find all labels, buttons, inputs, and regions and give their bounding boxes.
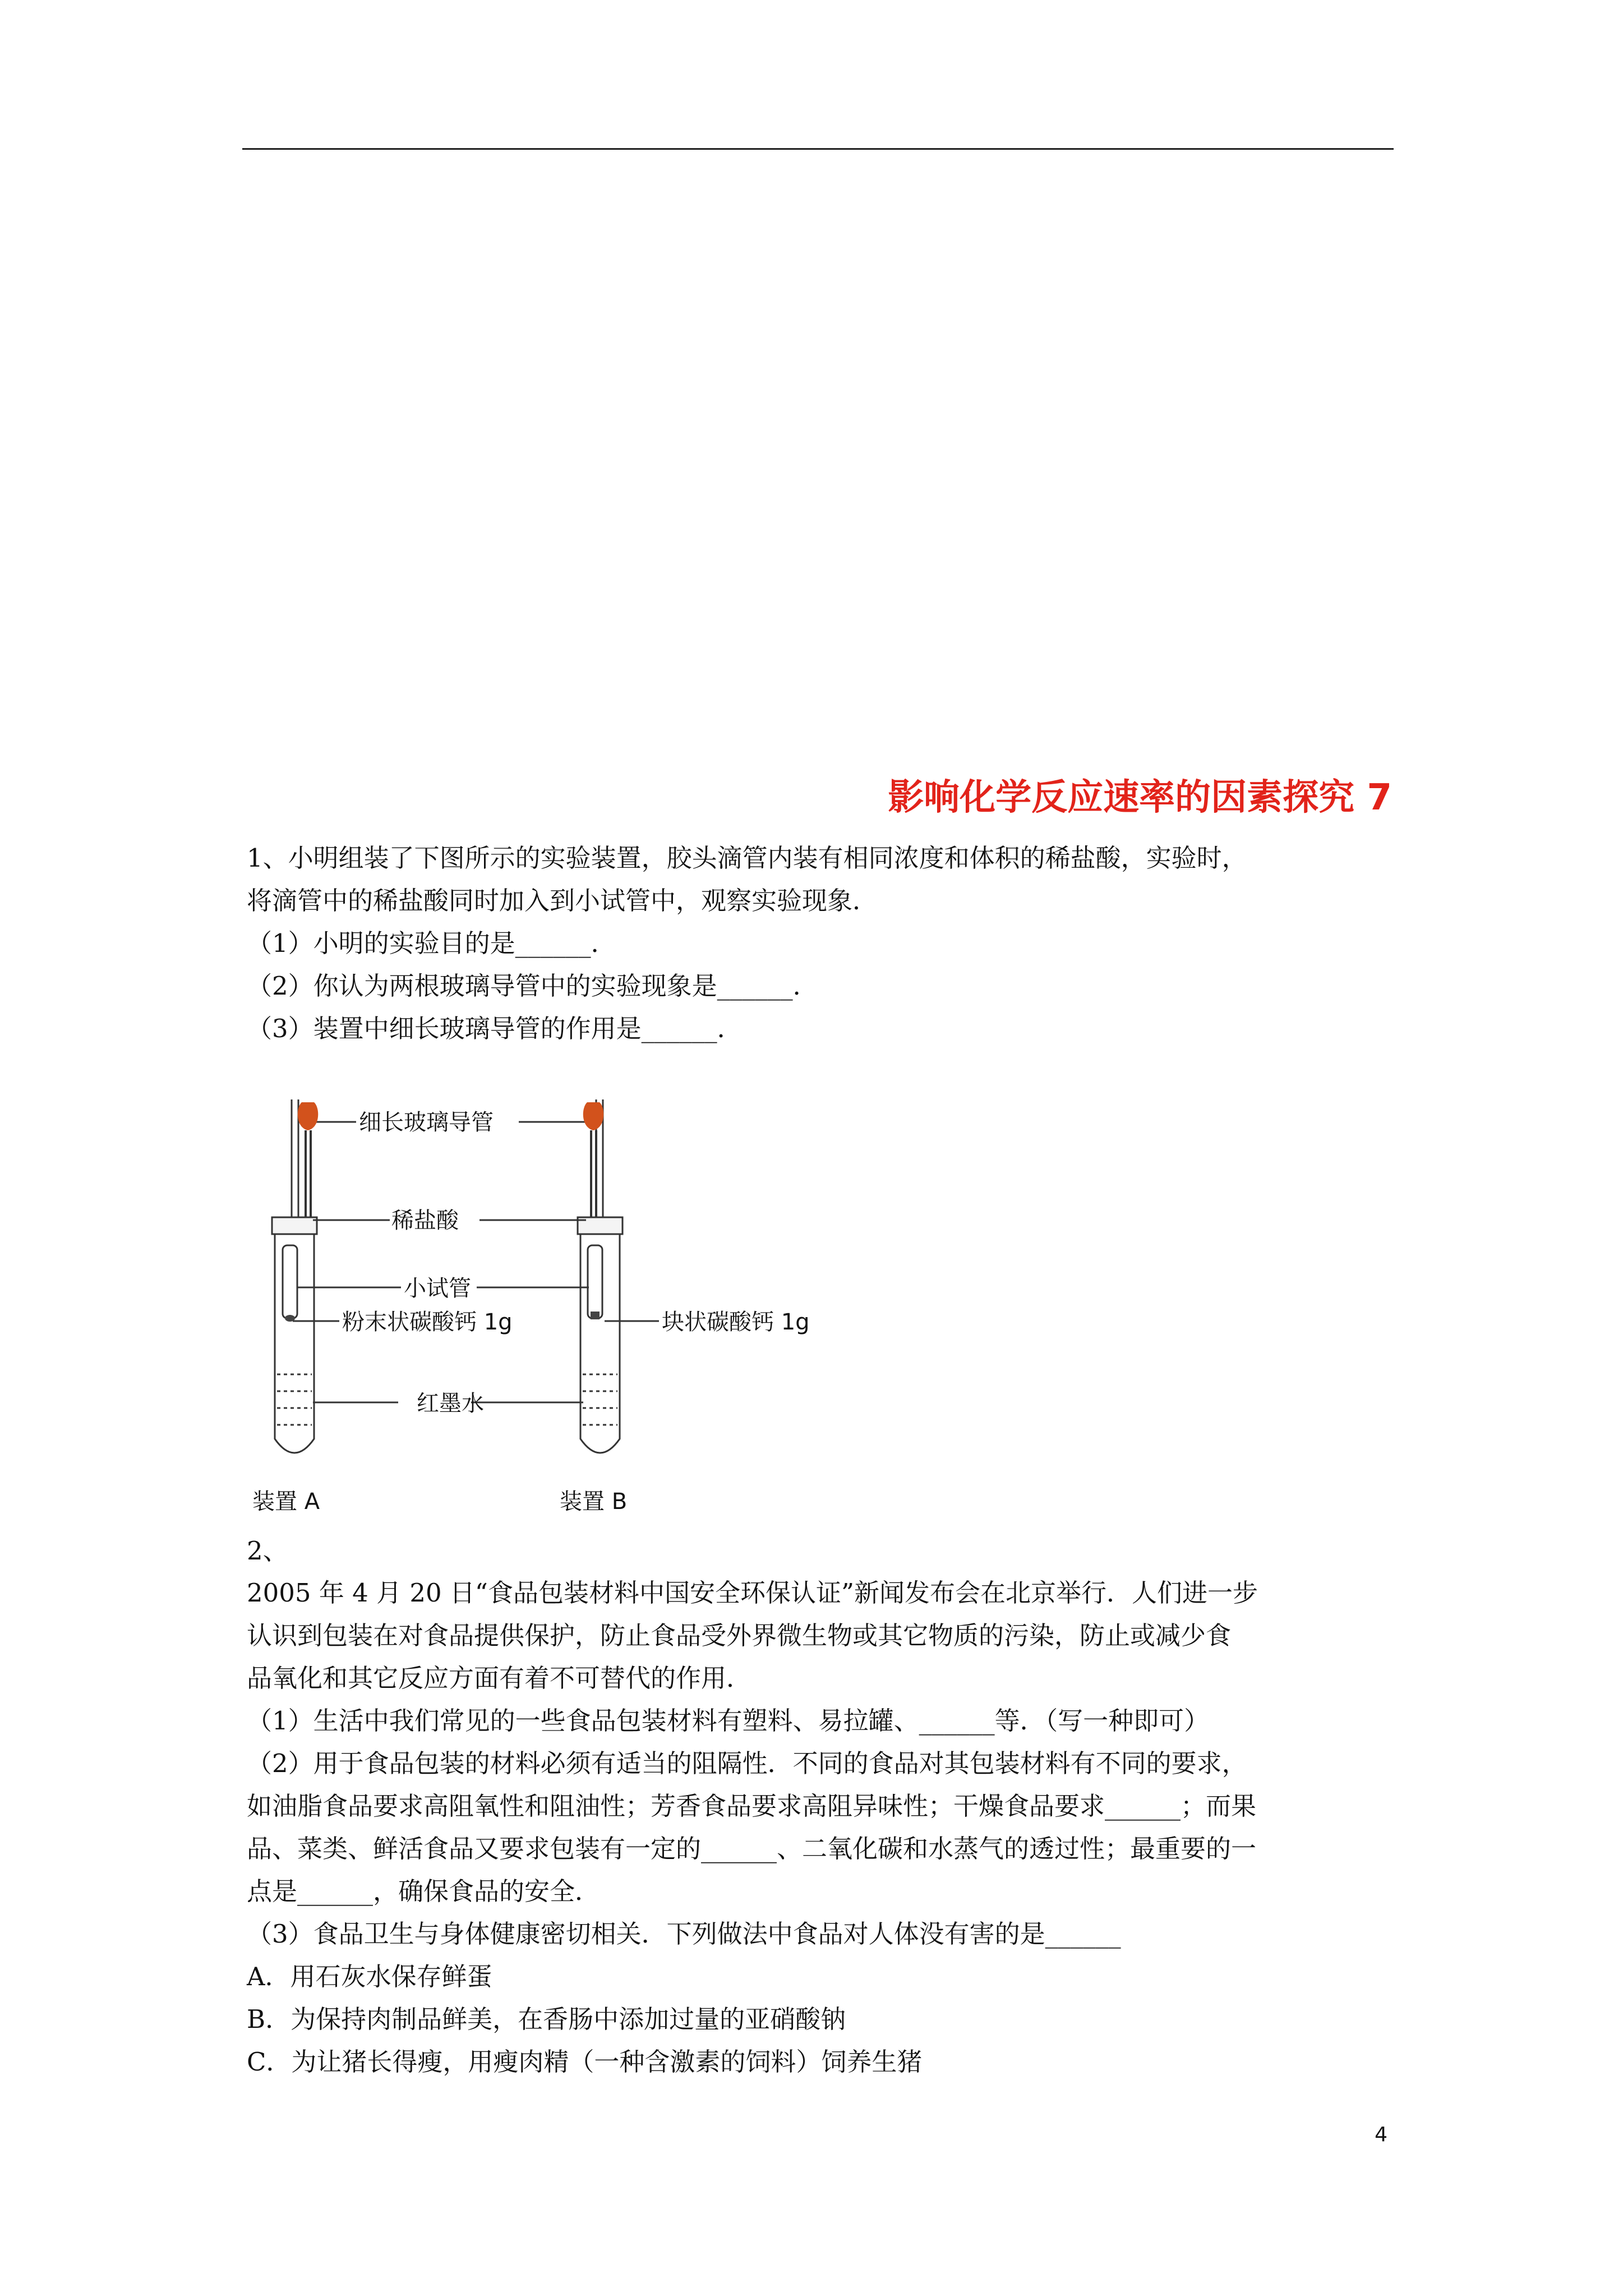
q2-sub-2-line-4: 点是______，确保食品的安全． — [247, 1876, 601, 1906]
q2-sub-2-line-1: （2）用于食品包装的材料必须有适当的阻隔性．不同的食品对其包装材料有不同的要求， — [247, 1749, 1247, 1778]
experiment-diagram — [241, 1099, 869, 1526]
q2-sub-3: （3）食品卫生与身体健康密切相关．下列做法中食品对人体没有害的是______ — [247, 1919, 1121, 1949]
q2-option-b: B．为保持肉制品鲜美，在香肠中添加过量的亚硝酸钠 — [247, 2004, 846, 2034]
q2-sub-2-line-2: 如油脂食品要求高阻氧性和阻油性；芳香食品要求高阻异味性；干燥食品要求______；而果 — [247, 1791, 1257, 1821]
header-rule — [242, 148, 1394, 150]
q1-sub-1: （1）小明的实验目的是______． — [247, 928, 616, 958]
q1-sub-3: （3）装置中细长玻璃导管的作用是______． — [247, 1014, 743, 1043]
q2-number: 2、 — [247, 1536, 288, 1566]
q2-option-a: A．用石灰水保存鲜蛋 — [247, 1962, 492, 1991]
q2-para-line-2: 认识到包装在对食品提供保护，防止食品受外界微生物或其它物质的污染，防止或减少食 — [247, 1621, 1232, 1650]
q2-para-line-1: 2005 年 4 月 20 日“食品包装材料中国安全环保认证”新闻发布会在北京举行．人们进一步 — [247, 1578, 1258, 1608]
label-apparatus-a: 装置 A — [252, 1489, 320, 1515]
label-apparatus-b: 装置 B — [560, 1489, 628, 1515]
apparatus-a — [272, 1099, 317, 1453]
q1-intro-line-2: 将滴管中的稀盐酸同时加入到小试管中，观察实验现象． — [247, 886, 878, 915]
q1-intro-line-1: 1、小明组装了下图所示的实验装置，胶头滴管内装有相同浓度和体积的稀盐酸，实验时， — [247, 843, 1247, 873]
q2-sub-1: （1）生活中我们常见的一些食品包装材料有塑料、易拉罐、______等．（写一种即可） — [247, 1706, 1210, 1736]
page-number: 4 — [1375, 2123, 1387, 2146]
powder-sample — [285, 1315, 295, 1322]
dropper-bulb-b — [583, 1102, 603, 1130]
label-small-tube: 小试管 — [404, 1276, 471, 1301]
q1-sub-2: （2）你认为两根玻璃导管中的实验现象是______． — [247, 971, 818, 1001]
label-dilute-acid: 稀盐酸 — [391, 1208, 459, 1234]
label-glass-tube: 细长玻璃导管 — [359, 1110, 494, 1135]
dropper-bulb-a — [298, 1102, 318, 1130]
page-title: 影响化学反应速率的因素探究 7 — [888, 777, 1392, 818]
apparatus-b — [578, 1099, 623, 1453]
q2-sub-2-line-3: 品、菜类、鲜活食品又要求包装有一定的______、二氧化碳和水蒸气的透过性；最重要的一 — [247, 1834, 1257, 1864]
label-block-caco3: 块状碳酸钙 1g — [662, 1309, 810, 1335]
label-red-ink: 红墨水 — [417, 1391, 484, 1416]
q2-option-c: C．为让猪长得瘦，用瘦肉精（一种含激素的饲料）饲养生猪 — [247, 2047, 923, 2077]
q2-para-line-3: 品氧化和其它反应方面有着不可替代的作用． — [247, 1663, 752, 1693]
block-sample — [591, 1312, 600, 1319]
label-powder-caco3: 粉末状碳酸钙 1g — [342, 1309, 513, 1335]
